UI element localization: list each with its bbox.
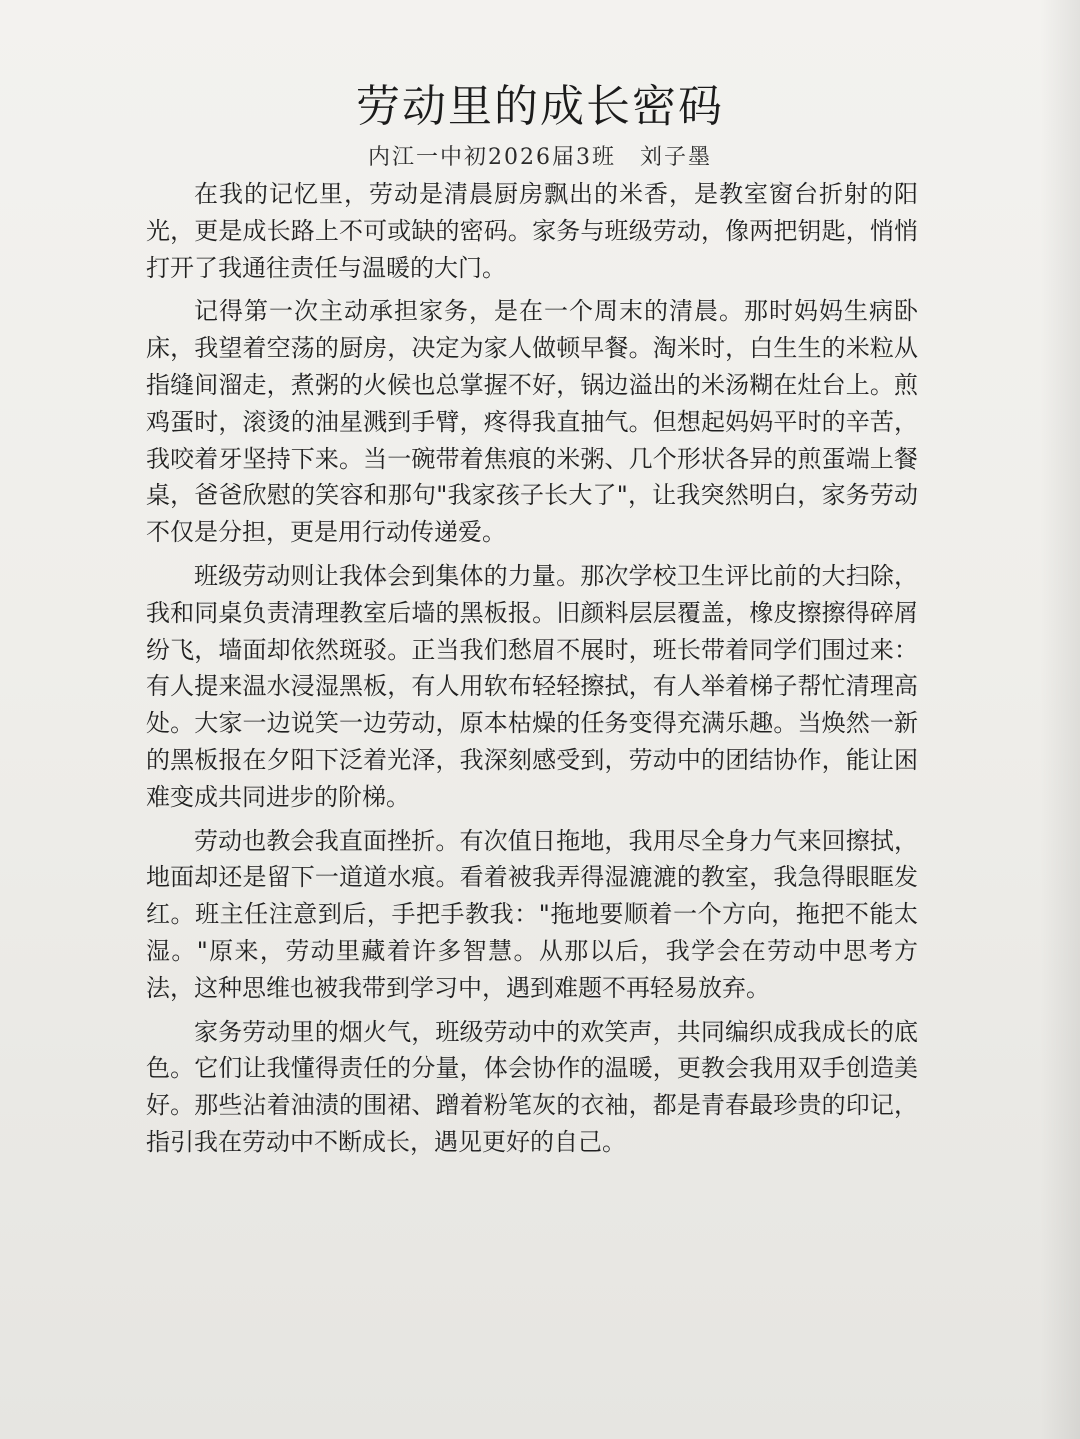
- essay-body: [146, 176, 918, 1168]
- paragraph-4: 劳动也教会我直面挫折。有次值日拖地，我用尽全身力气来回擦拭，地面却还是留下一道道水痕。看着被我弄得湿漉漉的教室，我急得眼眶发红。班主任注意到后，手把手教我："拖地要顺着一个方向，拖把不能太湿。"原来，劳动里藏着许多智慧。从那以后，我学会在劳动中思考方法，这种思维也被我带到学习中，遇到难题不再轻易放弃。: [146, 826, 918, 1002]
- author-byline: 内江一中初2026届3班 刘子墨: [368, 145, 712, 170]
- paragraph-2: 记得第一次主动承担家务，是在一个周末的清晨。那时妈妈生病卧床，我望着空荡的厨房，决定为家人做顿早餐。淘米时，白生生的米粒从指缝间溜走，煮粥的火候也总掌握不好，锅边溢出的米汤糊在灶台上。煎鸡蛋时，滚烫的油星溅到手臂，疼得我直抽气。但想起妈妈平时的辛苦，我咬着牙坚持下来。当一碗带着焦痕的米粥、几个形状各异的煎蛋端上餐桌，爸爸欣慰的笑容和那句"我家孩子长大了"，让我突然明白，家务劳动不仅是分担，更是用行动传递爱。: [146, 297, 918, 547]
- paragraph-3: 班级劳动则让我体会到集体的力量。那次学校卫生评比前的大扫除，我和同桌负责清理教室后墙的黑板报。旧颜料层层覆盖，橡皮擦擦得碎屑纷飞，墙面却依然斑驳。正当我们愁眉不展时，班长带着同学们围过来：有人提来温水浸湿黑板，有人用软布轻轻擦拭，有人举着梯子帮忙清理高处。大家一边说笑一边劳动，原本枯燥的任务变得充满乐趣。当焕然一新的黑板报在夕阳下泛着光泽，我深刻感受到，劳动中的团结协作，能让困难变成共同进步的阶梯。: [146, 561, 918, 811]
- paragraph-1: 在我的记忆里，劳动是清晨厨房飘出的米香，是教室窗台折射的阳光，更是成长路上不可或缺的密码。家务与班级劳动，像两把钥匙，悄悄打开了我通往责任与温暖的大门。: [146, 180, 918, 282]
- essay-title: 劳动里的成长密码: [356, 81, 724, 132]
- paragraph-5: 家务劳动里的烟火气，班级劳动中的欢笑声，共同编织成我成长的底色。它们让我懂得责任的分量，体会协作的温暖，更教会我用双手创造美好。那些沾着油渍的围裙、蹭着粉笔灰的衣袖，都是青春最珍贵的印记，指引我在劳动中不断成长，遇见更好的自己。: [146, 1017, 918, 1156]
